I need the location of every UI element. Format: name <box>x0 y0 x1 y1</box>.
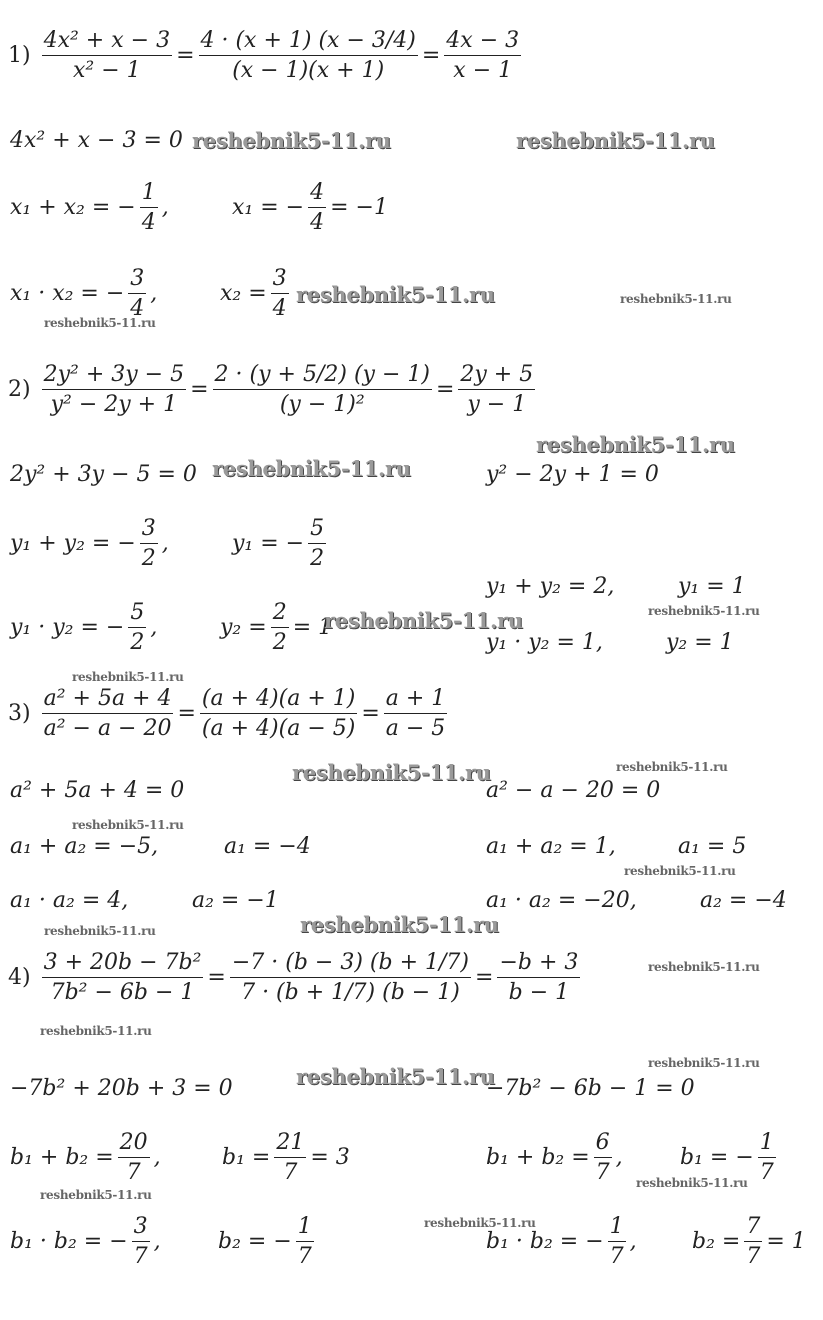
problem-1-fraction-chain: 1) $\frac{\text{4x² + x − 3}}{\text{x² − 1}}$ = $\frac{4 \cdot (x + 1) (x - 3/4)}{(x - 1)(x + 1)}$ = $\frac{4x - 3}{x - 1}$ <box>8 28 520 84</box>
fraction: $\frac{\text{2y² + 3y − 5}}{\text{y² − 2y + 1}}$ <box>43 362 185 418</box>
fraction: $\frac{a + 1}{a - 5}$ <box>385 686 446 742</box>
fraction: $\frac{1}{7}$ <box>759 1130 774 1186</box>
vieta-product-left: b₁ · b₂ = − $\frac{3}{7}$ , <box>10 1214 161 1270</box>
fraction: $\frac{-b + 3}{b - 1}$ <box>499 950 579 1006</box>
root-2-right: a₂ = −4 <box>700 888 787 913</box>
watermark: reshebnik5-11.ru <box>424 1216 536 1230</box>
vieta-sum-left: y₁ + y₂ = − $\frac{3}{2}$ , <box>10 516 169 572</box>
fraction: $\frac{1}{7}$ <box>609 1214 624 1270</box>
root-2: x₂ = $\frac{3}{4}$ <box>220 266 287 322</box>
watermark: reshebnik5-11.ru <box>44 924 156 938</box>
fraction: $\frac{21}{7}$ <box>276 1130 305 1186</box>
fraction: $\frac{7}{7}$ <box>746 1214 761 1270</box>
problem-3-fraction-chain: 3) $\frac{\text{a² + 5a + 4}}{\text{a² − a − 20}}$ = $\frac{(a + 4)(a + 1)}{(a + 4)(a - 5)}$ = $\frac{a + 1}{a - 5}$ <box>8 686 446 742</box>
fraction: $\frac{2 \cdot (y + 5/2) (y - 1)}{\text{(y − 1)²}}$ <box>214 362 430 418</box>
root-2-right: y₂ = 1 <box>666 630 734 655</box>
root-1-left: b₁ = $\frac{21}{7}$ = 3 <box>222 1130 350 1186</box>
root-1-right: y₁ = 1 <box>678 574 746 599</box>
fraction: $\frac{-7 \cdot (b - 3) (b + 1/7)}{7 \cdot (b + 1/7) (b - 1)}$ <box>231 950 470 1006</box>
root-1-left: a₁ = −4 <box>224 834 311 859</box>
watermark: reshebnik5-11.ru <box>516 128 715 153</box>
problem-3-label: 3) <box>8 700 31 726</box>
equation-left: a² + 5a + 4 = 0 <box>10 778 185 803</box>
equation: 4x² + x − 3 = 0 <box>10 128 183 153</box>
vieta-sum-right: y₁ + y₂ = 2, <box>486 574 615 599</box>
equation-right: −7b² − 6b − 1 = 0 <box>486 1076 695 1101</box>
vieta-product-right: a₁ · a₂ = −20, <box>486 888 637 913</box>
watermark: reshebnik5-11.ru <box>292 760 491 785</box>
problem-1-label: 1) <box>8 42 31 68</box>
watermark: reshebnik5-11.ru <box>192 128 391 153</box>
watermark: reshebnik5-11.ru <box>620 292 732 306</box>
vieta-sum-right: a₁ + a₂ = 1, <box>486 834 616 859</box>
vieta-product-right: b₁ · b₂ = − $\frac{1}{7}$ , <box>486 1214 637 1270</box>
vieta-product: x₁ · x₂ = − $\frac{3}{4}$ , <box>10 266 158 322</box>
watermark: reshebnik5-11.ru <box>624 864 736 878</box>
fraction: $\frac{1}{7}$ <box>297 1214 312 1270</box>
root-2-left: b₂ = − $\frac{1}{7}$ <box>218 1214 312 1270</box>
equation-left: −7b² + 20b + 3 = 0 <box>10 1076 233 1101</box>
watermark: reshebnik5-11.ru <box>72 818 184 832</box>
watermark: reshebnik5-11.ru <box>72 670 184 684</box>
fraction: $\frac{1}{4}$ <box>141 180 156 236</box>
fraction: $\frac{3}{4}$ <box>272 266 287 322</box>
vieta-sum-right: b₁ + b₂ = $\frac{6}{7}$ , <box>486 1130 623 1186</box>
fraction: $\frac{\text{4x² + x − 3}}{\text{x² − 1}}$ <box>43 28 171 84</box>
vieta-product-left: y₁ · y₂ = − $\frac{5}{2}$ , <box>10 600 158 656</box>
watermark: reshebnik5-11.ru <box>212 456 411 481</box>
vieta-product-right: y₁ · y₂ = 1, <box>486 630 603 655</box>
watermark: reshebnik5-11.ru <box>648 960 760 974</box>
watermark: reshebnik5-11.ru <box>324 608 523 633</box>
problem-4-label: 4) <box>8 964 31 990</box>
fraction: $\frac{(a + 4)(a + 1)}{(a + 4)(a - 5)}$ <box>201 686 356 742</box>
watermark: reshebnik5-11.ru <box>44 316 156 330</box>
vieta-sum-left: b₁ + b₂ = $\frac{20}{7}$ , <box>10 1130 161 1186</box>
root-2-right: b₂ = $\frac{7}{7}$ = 1 <box>692 1214 806 1270</box>
watermark: reshebnik5-11.ru <box>636 1176 748 1190</box>
problem-2-label: 2) <box>8 376 31 402</box>
fraction: $\frac{4 \cdot (x + 1) (x - 3/4)}{(x - 1)(x + 1)}$ <box>200 28 416 84</box>
fraction: $\frac{\text{a² + 5a + 4}}{\text{a² − a − 20}}$ <box>43 686 172 742</box>
watermark: reshebnik5-11.ru <box>296 282 495 307</box>
fraction: $\frac{2y + 5}{y - 1}$ <box>460 362 534 418</box>
fraction: $\frac{5}{2}$ <box>310 516 325 572</box>
fraction: $\frac{3}{4}$ <box>130 266 145 322</box>
root-2-left: y₂ = $\frac{2}{2}$ = 1 <box>220 600 333 656</box>
fraction: $\frac{4}{4}$ <box>310 180 325 236</box>
fraction: $\frac{3}{7}$ <box>133 1214 148 1270</box>
fraction: $\frac{2}{2}$ <box>272 600 287 656</box>
equation-left: 2y² + 3y − 5 = 0 <box>10 462 197 487</box>
equation-right: y² − 2y + 1 = 0 <box>486 462 659 487</box>
watermark: reshebnik5-11.ru <box>296 1064 495 1089</box>
root-1-right: b₁ = − $\frac{1}{7}$ <box>680 1130 774 1186</box>
watermark: reshebnik5-11.ru <box>648 604 760 618</box>
root-1-right: a₁ = 5 <box>678 834 747 859</box>
root-2-left: a₂ = −1 <box>192 888 279 913</box>
problem-4-fraction-chain: 4) $\frac{\text{3 + 20b − 7b²}}{\text{7b² − 6b − 1}}$ = $\frac{-7 \cdot (b - 3) (b + 1/7)}{7 \cdot (b + 1/7) (b - 1)}$ = $\frac{-b + 3}{b - 1}$ <box>8 950 579 1006</box>
equation-right: a² − a − 20 = 0 <box>486 778 661 803</box>
problem-2-fraction-chain: 2) $\frac{\text{2y² + 3y − 5}}{\text{y² − 2y + 1}}$ = $\frac{2 \cdot (y + 5/2) (y - 1)}{\text{(y − 1)²}}$ = $\frac{2y + 5}{y - 1}$ <box>8 362 534 418</box>
root-1: x₁ = − $\frac{4}{4}$ = −1 <box>232 180 388 236</box>
vieta-sum-left: a₁ + a₂ = −5, <box>10 834 159 859</box>
fraction: $\frac{3}{2}$ <box>141 516 156 572</box>
vieta-sum: x₁ + x₂ = − $\frac{1}{4}$ , <box>10 180 169 236</box>
fraction: $\frac{20}{7}$ <box>119 1130 148 1186</box>
fraction: $\frac{6}{7}$ <box>595 1130 610 1186</box>
fraction: $\frac{4x - 3}{x - 1}$ <box>446 28 520 84</box>
watermark: reshebnik5-11.ru <box>40 1024 152 1038</box>
root-1-left: y₁ = − $\frac{5}{2}$ <box>232 516 325 572</box>
watermark: reshebnik5-11.ru <box>536 432 735 457</box>
watermark: reshebnik5-11.ru <box>616 760 728 774</box>
fraction: $\frac{\text{3 + 20b − 7b²}}{\text{7b² − 6b − 1}}$ <box>43 950 202 1006</box>
fraction: $\frac{5}{2}$ <box>130 600 145 656</box>
watermark: reshebnik5-11.ru <box>40 1188 152 1202</box>
watermark: reshebnik5-11.ru <box>648 1056 760 1070</box>
vieta-product-left: a₁ · a₂ = 4, <box>10 888 129 913</box>
watermark: reshebnik5-11.ru <box>300 912 499 937</box>
